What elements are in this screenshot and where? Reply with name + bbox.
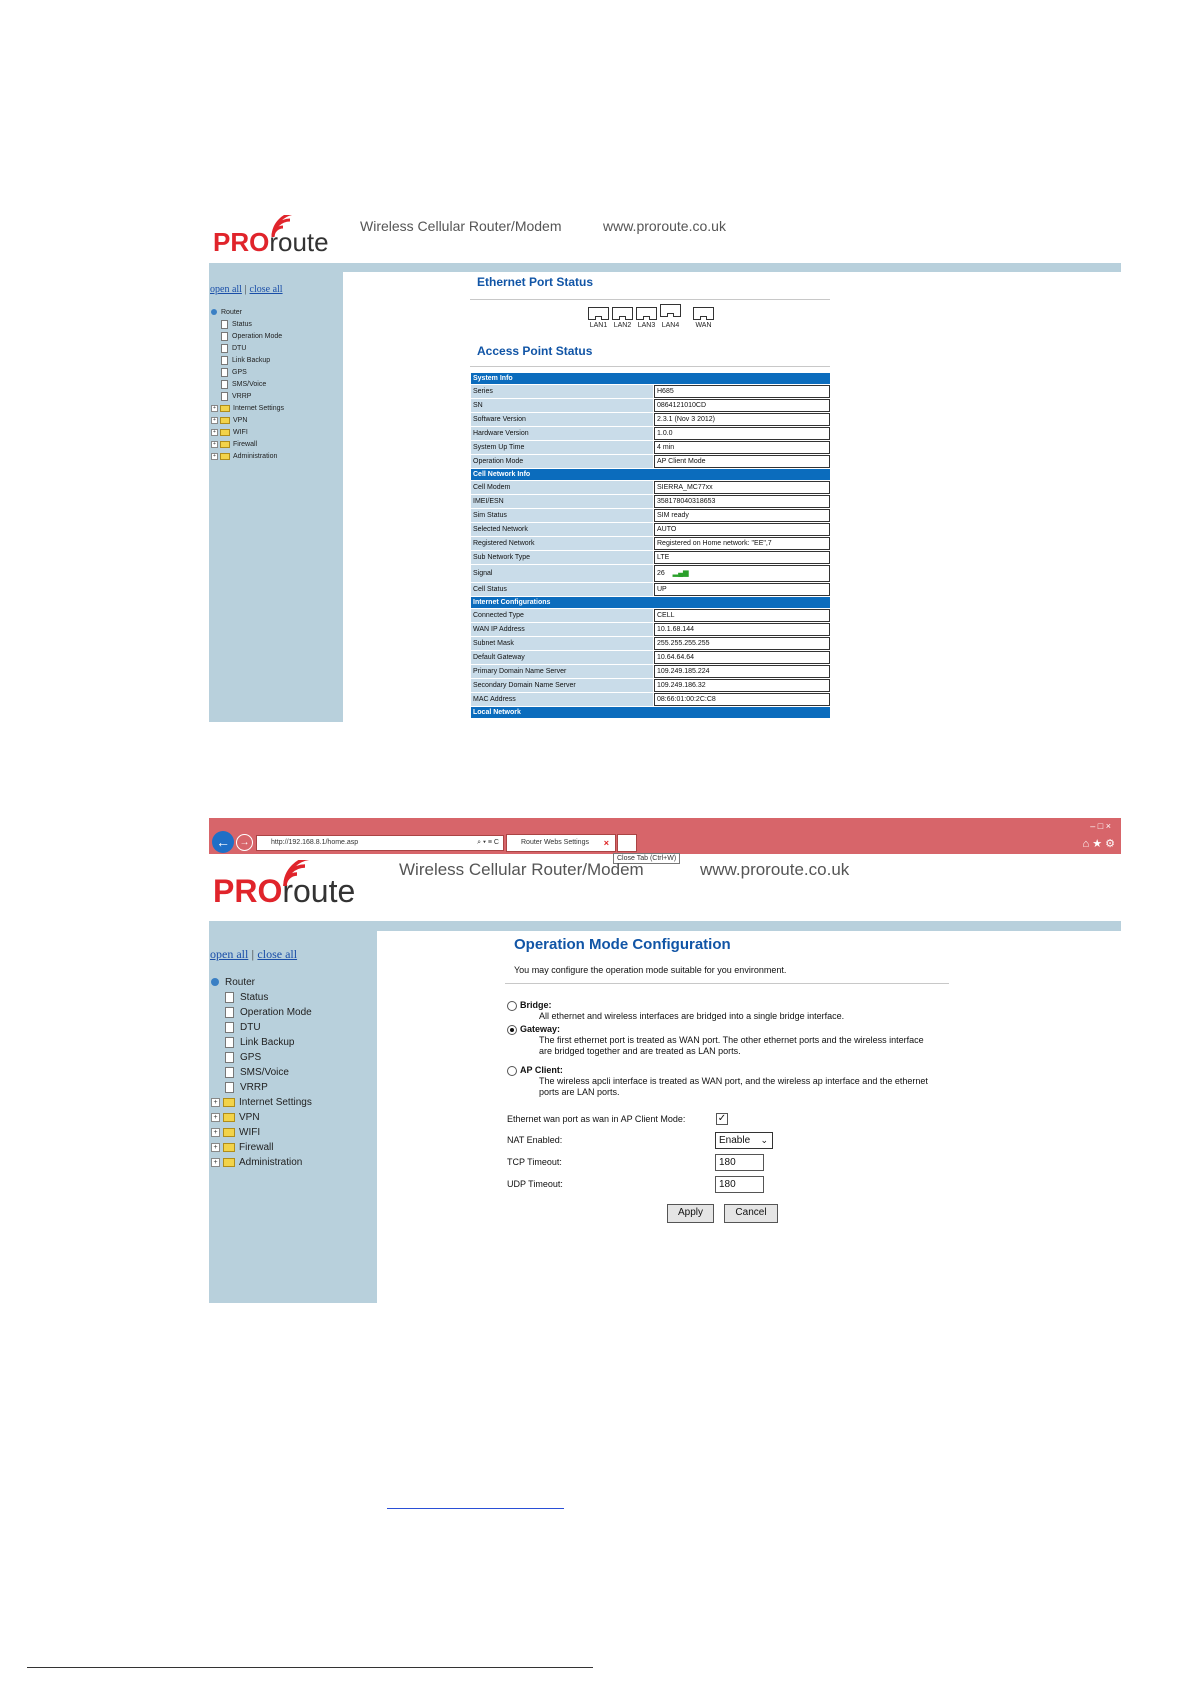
status-page-screenshot xyxy=(209,205,1121,725)
tree-folder-firewall[interactable] xyxy=(211,1140,312,1155)
table-row xyxy=(471,583,830,596)
row-value xyxy=(654,651,830,664)
header-tagline: Wireless Cellular Router/Modem xyxy=(399,860,644,879)
address-url: http://192.168.8.1/home.asp xyxy=(271,839,359,846)
row-key: SN xyxy=(471,399,653,412)
ethernet-port-icon xyxy=(588,307,609,320)
row-value-text: 08:66:01:00:2C:C8 xyxy=(657,696,716,703)
tree-item-operation-mode[interactable] xyxy=(211,1005,312,1020)
row-key: Cell Modem xyxy=(471,481,653,494)
row-value xyxy=(654,441,830,454)
section-title: System Info xyxy=(471,373,830,384)
header-tagline: Wireless Cellular Router/Modem xyxy=(360,218,562,234)
row-value-text: 2.3.1 (Nov 3 2012) xyxy=(657,416,715,423)
wan-port-checkbox[interactable]: ✓ xyxy=(717,1113,727,1124)
tree-item-label: Operation Mode xyxy=(240,1007,312,1018)
header-bar xyxy=(209,921,1121,931)
tree-item-label: SMS/Voice xyxy=(232,381,267,388)
udp-timeout-input[interactable]: 180 xyxy=(715,1176,764,1193)
table-row xyxy=(471,481,830,494)
port-label: LAN3 xyxy=(637,322,656,329)
cancel-button[interactable]: Cancel xyxy=(724,1204,778,1223)
row-value-text: CELL xyxy=(657,612,675,619)
tree-folder-administration[interactable] xyxy=(211,451,284,463)
port-lan2 xyxy=(612,307,633,329)
table-row xyxy=(471,523,830,536)
row-value xyxy=(654,481,830,494)
row-value-text: Registered on Home network: "EE",7 xyxy=(657,540,772,547)
table-row xyxy=(471,623,830,636)
row-value xyxy=(654,413,830,426)
row-value xyxy=(654,609,830,622)
new-tab-button[interactable] xyxy=(617,834,637,852)
tree-folder-internet-settings[interactable] xyxy=(211,403,284,415)
row-value xyxy=(654,399,830,412)
tree-item-gps[interactable] xyxy=(211,1050,312,1065)
tree-folder-label: VPN xyxy=(233,417,248,424)
page-icon xyxy=(221,344,228,353)
operation-mode-screenshot xyxy=(209,818,1121,1303)
radio-gateway[interactable] xyxy=(507,1025,517,1035)
row-value-text: SIM ready xyxy=(657,512,689,519)
close-all-link[interactable]: close all xyxy=(249,284,283,295)
row-key: MAC Address xyxy=(471,693,653,706)
radio-ap-client[interactable] xyxy=(507,1066,517,1076)
table-row xyxy=(471,665,830,678)
logo-pro-text: PRO xyxy=(213,873,283,909)
table-row xyxy=(471,565,830,582)
row-key: Primary Domain Name Server xyxy=(471,665,653,678)
row-value-text: H685 xyxy=(657,388,674,395)
tree-folder-wifi[interactable] xyxy=(211,427,284,439)
row-value-text: LTE xyxy=(657,554,670,561)
section-title: Cell Network Info xyxy=(471,469,830,480)
row-key: Secondary Domain Name Server xyxy=(471,679,653,692)
section-header xyxy=(471,597,830,608)
section-title: Local Network xyxy=(471,707,830,718)
table-row xyxy=(471,637,830,650)
router-icon xyxy=(211,309,217,315)
page-title: Operation Mode Configuration xyxy=(514,936,731,953)
row-key: Subnet Mask xyxy=(471,637,653,650)
tree-folder-vpn[interactable] xyxy=(211,1110,312,1125)
row-value xyxy=(654,679,830,692)
tree-folder-administration[interactable] xyxy=(211,1155,312,1170)
option-bridge-desc: All ethernet and wireless interfaces are bridged into a single bridge interface. xyxy=(539,1011,845,1021)
table-row xyxy=(471,441,830,454)
close-tab-icon[interactable]: × xyxy=(603,838,609,848)
address-bar-controls[interactable]: ⌕ ▾ ≡ C xyxy=(477,839,499,846)
tree-item-sms-voice[interactable] xyxy=(211,379,284,391)
tree-item-label: GPS xyxy=(240,1052,262,1063)
row-value xyxy=(654,637,830,650)
table-row xyxy=(471,551,830,564)
tree-item-status[interactable] xyxy=(211,319,284,331)
folder-icon xyxy=(223,1113,235,1122)
row-value-text: 26 xyxy=(657,570,665,577)
tree-item-label: Operation Mode xyxy=(232,333,283,340)
row-value-text: 1.0.0 xyxy=(657,430,673,437)
tree-item-dtu[interactable] xyxy=(211,1020,312,1035)
header-url: www.proroute.co.uk xyxy=(603,218,726,234)
header-bar xyxy=(209,263,1121,272)
page-subtitle: You may configure the operation mode suitable for you environment. xyxy=(514,965,787,975)
folder-icon xyxy=(223,1143,235,1152)
signal-arcs-icon xyxy=(281,860,321,890)
tree-folder-label: WIFI xyxy=(239,1127,261,1138)
ethernet-port-icon xyxy=(612,307,633,320)
port-lan4 xyxy=(660,304,681,329)
browser-tab[interactable] xyxy=(506,834,616,852)
divider xyxy=(470,299,830,300)
signal-arcs-icon xyxy=(269,215,303,241)
row-key: WAN IP Address xyxy=(471,623,653,636)
tree-folder-wifi[interactable] xyxy=(211,1125,312,1140)
divider xyxy=(470,366,830,367)
tree-item-label: GPS xyxy=(232,369,247,376)
browser-chrome xyxy=(209,818,1121,854)
page-icon xyxy=(225,1052,234,1063)
apply-button[interactable]: Apply xyxy=(667,1204,714,1223)
address-bar[interactable] xyxy=(256,835,504,851)
sidebar xyxy=(209,931,377,1303)
table-row xyxy=(471,455,830,468)
table-row xyxy=(471,385,830,398)
port-lan3 xyxy=(636,307,657,329)
tree-item-gps[interactable] xyxy=(211,367,284,379)
row-value xyxy=(654,551,830,564)
tree-item-label: Status xyxy=(232,321,252,328)
folder-icon xyxy=(223,1098,235,1107)
logo-route-text: route xyxy=(282,873,356,909)
table-row xyxy=(471,693,830,706)
ethernet-port-icon xyxy=(660,304,681,317)
row-value-text: 4 min xyxy=(657,444,675,451)
option-gateway-desc: The first ethernet port is treated as WAN port. The other ethernet ports and the wireless interface are bridged together and are treated as LAN ports. xyxy=(539,1035,924,1056)
page-icon xyxy=(225,1037,234,1048)
ethernet-port-icon xyxy=(636,307,657,320)
window-controls[interactable]: – □ × xyxy=(1090,821,1111,831)
table-row xyxy=(471,609,830,622)
expand-icon[interactable]: + xyxy=(211,1113,220,1122)
folder-icon xyxy=(223,1158,235,1167)
expand-icon[interactable]: + xyxy=(211,417,218,424)
forward-button[interactable]: → xyxy=(236,834,253,851)
udp-timeout-label: UDP Timeout: xyxy=(507,1179,563,1189)
tree-item-label: VRRP xyxy=(232,393,252,400)
row-value-text: 10.1.68.144 xyxy=(657,626,694,633)
port-label: LAN2 xyxy=(613,322,632,329)
port-lan1 xyxy=(588,307,609,329)
tree-folder-label: Internet Settings xyxy=(233,405,284,412)
access-point-status-title: Access Point Status xyxy=(477,344,593,358)
table-row xyxy=(471,427,830,440)
row-key: Series xyxy=(471,385,653,398)
back-button[interactable]: ← xyxy=(212,831,234,853)
divider xyxy=(505,983,949,984)
table-row xyxy=(471,495,830,508)
row-value xyxy=(654,665,830,678)
expand-icon[interactable]: + xyxy=(211,405,218,412)
row-key: Sim Status xyxy=(471,509,653,522)
folder-icon xyxy=(220,441,230,448)
tcp-timeout-label: TCP Timeout: xyxy=(507,1157,562,1167)
page-icon xyxy=(225,1022,234,1033)
expand-icon[interactable]: + xyxy=(211,1128,220,1137)
section-header xyxy=(471,469,830,480)
option-gateway-label: Gateway: xyxy=(520,1024,561,1034)
tree-folder-firewall[interactable] xyxy=(211,439,284,451)
option-ap-client-desc: The wireless apcli interface is treated as WAN port, and the wireless ap interface and the ethernet ports are LAN ports. xyxy=(539,1076,928,1097)
ethernet-port-status-title: Ethernet Port Status xyxy=(477,275,594,289)
page-icon xyxy=(221,380,228,389)
tcp-timeout-input[interactable]: 180 xyxy=(715,1154,764,1171)
row-value-text: AP Client Mode xyxy=(657,458,706,465)
row-value-text: SIERRA_MC77xx xyxy=(657,484,713,491)
row-key: Software Version xyxy=(471,413,653,426)
header-url: www.proroute.co.uk xyxy=(700,860,850,879)
sidebar xyxy=(209,272,343,722)
tree-folder-label: Firewall xyxy=(233,441,258,448)
tree-item-label: Status xyxy=(240,992,269,1003)
page-icon xyxy=(225,992,234,1003)
tree-folder-label: Administration xyxy=(233,453,278,460)
nav-tree xyxy=(211,307,284,463)
row-key: Sub Network Type xyxy=(471,551,653,564)
row-value xyxy=(654,693,830,706)
tree-item-label: Link Backup xyxy=(232,357,271,364)
row-value-text: 0864121010CD xyxy=(657,402,707,409)
table-row xyxy=(471,651,830,664)
table-row xyxy=(471,679,830,692)
tree-folder-internet-settings[interactable] xyxy=(211,1095,312,1110)
open-all-link[interactable]: open all xyxy=(210,947,249,961)
folder-icon xyxy=(220,429,230,436)
nat-label: NAT Enabled: xyxy=(507,1135,563,1145)
tree-item-vrrp[interactable] xyxy=(211,1080,312,1095)
router-icon xyxy=(211,978,219,986)
row-key: Signal xyxy=(471,565,653,582)
row-key: Hardware Version xyxy=(471,427,653,440)
tree-controls xyxy=(210,947,297,962)
tree-controls xyxy=(210,284,283,295)
row-value xyxy=(654,385,830,398)
row-key: Cell Status xyxy=(471,583,653,596)
row-value-text: 109.249.186.32 xyxy=(657,682,706,689)
folder-icon xyxy=(220,417,230,424)
tree-item-label: SMS/Voice xyxy=(240,1067,289,1078)
row-key: System Up Time xyxy=(471,441,653,454)
row-key: Selected Network xyxy=(471,523,653,536)
tree-folder-label: WIFI xyxy=(233,429,248,436)
tree-folder-label: Administration xyxy=(239,1157,303,1168)
row-value-text: 358178040318653 xyxy=(657,498,716,505)
row-value xyxy=(654,495,830,508)
radio-bridge[interactable] xyxy=(507,1001,517,1011)
port-wan xyxy=(693,307,714,329)
folder-icon xyxy=(223,1128,235,1137)
port-label: WAN xyxy=(695,322,712,329)
page-icon xyxy=(221,356,228,365)
row-key: Operation Mode xyxy=(471,455,653,468)
ethernet-ports xyxy=(588,307,714,329)
section-header xyxy=(471,707,830,718)
tree-root-label: Router xyxy=(221,309,243,316)
nav-tree xyxy=(211,975,312,1170)
row-value xyxy=(654,523,830,536)
close-all-link[interactable]: close all xyxy=(257,947,298,961)
row-key: Default Gateway xyxy=(471,651,653,664)
expand-icon[interactable]: + xyxy=(211,1158,220,1167)
nav-separator: | xyxy=(244,284,247,295)
expand-icon[interactable]: + xyxy=(211,1098,220,1107)
row-value-text: 255.255.255.255 xyxy=(657,640,710,647)
row-value xyxy=(654,427,830,440)
tree-item-label: Link Backup xyxy=(240,1037,295,1048)
section-title: Internet Configurations xyxy=(471,597,830,608)
row-value xyxy=(654,565,830,582)
tree-root-router[interactable] xyxy=(211,307,284,319)
table-row xyxy=(471,399,830,412)
hyperlink-underline[interactable] xyxy=(387,1508,564,1509)
ethernet-port-icon xyxy=(693,307,714,320)
expand-icon[interactable]: + xyxy=(211,441,218,448)
page-icon xyxy=(225,1007,234,1018)
table-row xyxy=(471,509,830,522)
tree-item-dtu[interactable] xyxy=(211,343,284,355)
tree-folder-label: Firewall xyxy=(239,1142,274,1153)
tree-root-label: Router xyxy=(225,977,256,988)
tree-item-status[interactable] xyxy=(211,990,312,1005)
tree-item-vrrp[interactable] xyxy=(211,391,284,403)
status-table xyxy=(470,372,831,719)
nat-selected-value: Enable xyxy=(719,1135,751,1146)
toolbar-icons[interactable]: ⌂ ★ ⚙ xyxy=(1082,838,1115,850)
tree-item-sms-voice[interactable] xyxy=(211,1065,312,1080)
table-row xyxy=(471,537,830,550)
row-key: IMEI/ESN xyxy=(471,495,653,508)
expand-icon[interactable]: + xyxy=(211,429,218,436)
tree-item-link-backup[interactable] xyxy=(211,1035,312,1050)
row-value xyxy=(654,623,830,636)
expand-icon[interactable]: + xyxy=(211,453,218,460)
port-label: LAN4 xyxy=(661,322,680,329)
row-key: Connected Type xyxy=(471,609,653,622)
chevron-down-icon: ⌄ xyxy=(760,1135,768,1145)
row-value xyxy=(654,509,830,522)
row-value-text: 10.64.64.64 xyxy=(657,654,694,661)
nav-separator: | xyxy=(251,947,255,961)
row-value xyxy=(654,455,830,468)
option-ap-client-label: AP Client: xyxy=(520,1065,563,1075)
row-value-text: AUTO xyxy=(657,526,677,533)
tree-item-label: DTU xyxy=(232,345,247,352)
page-icon xyxy=(221,320,228,329)
tree-item-label: DTU xyxy=(240,1022,261,1033)
row-value-text: UP xyxy=(657,586,667,593)
tree-root-router[interactable] xyxy=(211,975,312,990)
nat-select[interactable] xyxy=(715,1132,773,1149)
logo-pro-text: PRO xyxy=(213,227,270,257)
section-header xyxy=(471,373,830,384)
page-icon xyxy=(221,332,228,341)
wan-port-label: Ethernet wan port as wan in AP Client Mode: xyxy=(507,1114,686,1124)
option-bridge-label: Bridge: xyxy=(520,1000,552,1010)
expand-icon[interactable]: + xyxy=(211,1143,220,1152)
close-tab-tooltip: Close Tab (Ctrl+W) xyxy=(613,853,680,864)
tab-title: Router Webs Settings xyxy=(521,839,589,846)
tree-item-label: VRRP xyxy=(240,1082,268,1093)
tree-folder-label: VPN xyxy=(239,1112,260,1123)
row-key: Registered Network xyxy=(471,537,653,550)
footnote-separator xyxy=(27,1667,593,1668)
logo-route-text: route xyxy=(269,227,329,257)
page-icon xyxy=(225,1067,234,1078)
open-all-link[interactable]: open all xyxy=(210,284,242,295)
row-value xyxy=(654,583,830,596)
tree-folder-vpn[interactable] xyxy=(211,415,284,427)
port-label: LAN1 xyxy=(589,322,608,329)
folder-icon xyxy=(220,453,230,460)
page-icon xyxy=(221,392,228,401)
tree-item-operation-mode[interactable] xyxy=(211,331,284,343)
tree-item-link-backup[interactable] xyxy=(211,355,284,367)
row-value xyxy=(654,537,830,550)
page-icon xyxy=(221,368,228,377)
folder-icon xyxy=(220,405,230,412)
row-value-text: 109.249.185.224 xyxy=(657,668,710,675)
table-row xyxy=(471,413,830,426)
tree-folder-label: Internet Settings xyxy=(239,1097,312,1108)
page-icon xyxy=(225,1082,234,1093)
signal-strength-icon: ▂▄▆ xyxy=(672,570,689,577)
